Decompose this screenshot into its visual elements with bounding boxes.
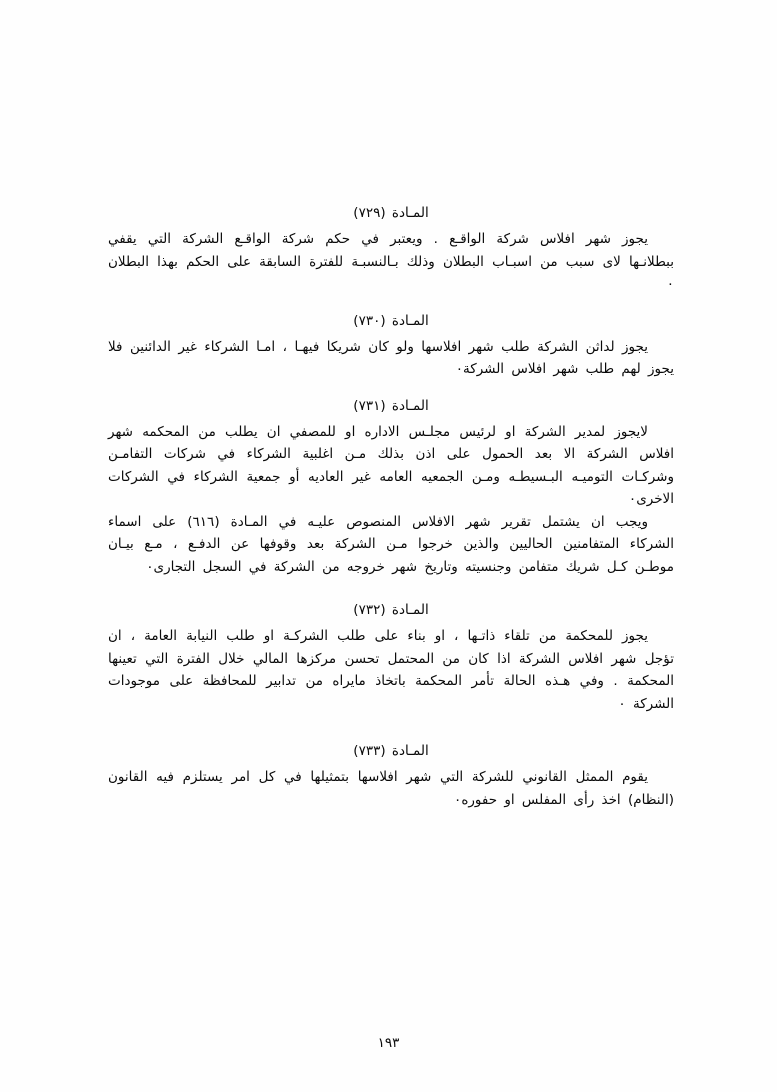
article-731 [108, 398, 674, 579]
article-paragraph: يجوز للمحكمة من تلقاء ذاتـها ، او بناء على طلب الشركـة او طلب النيابة العامة ، ان تؤجل شهر افلاس الشركة اذا كان من المحتمل تحسن مركزها المالي خلال الفترة التي تعينها المحكمة . وفي هـذه الحالة تأمر المحكمة باتخاذ مايراه من تدابير للمحافظة على موجودات الشركة ٠ [108, 628, 674, 712]
article-heading: المـادة (٧٣٢) [353, 602, 429, 618]
article-733 [108, 743, 674, 811]
article-paragraph: يقوم الممثل القانوني للشركة التي شهر افلاسها بتمثيلها في كل امر يستلزم فيه القانون (النظام) اخذ رأى المفلس او حفوره٠ [108, 769, 674, 808]
article-732 [108, 602, 674, 715]
article-paragraph: يجوز لداثن الشركة طلب شهر افلاسها ولو كان شريكا فيهـا ، امـا الشركاء غير الدائنين فلا يجوز لهم طلب شهر افلاس الشركة٠ [108, 338, 674, 377]
page-number: ١٩٣ [377, 1035, 400, 1051]
article-paragraph: لايجوز لمدير الشركة او لرئيس مجلـس الاداره او للمصفي ان يطلب من المحكمه شهر افلاس الشركة الا بعد الحمول على اذن بذلك مـن اغلبية الشركاء في شركات التفامـن وشركـات التوميـه البـسيطـه ومـن الجمعيه العامه غير العاديه أو جمعية الشركاء في الشركات الاخرى٠ [108, 423, 674, 507]
article-paragraph: يجوز شهر افلاس شركة الواقـع . ويعتبر في حكم شركة الواقـع الشركة التي يقفي ببطلانـها لاى سبب من اسبـاب البطلان وذلك بـالنسبـة للفترة السابقة على الحكم بهذا البطلان ٠ [108, 231, 674, 292]
article-heading: المـادة (٧٣١) [353, 397, 429, 414]
article-heading: المـادة (٧٣٠) [353, 312, 429, 329]
article-paragraph: ويجب ان يشتمل تقرير شهر الافلاس المنصوص عليـه في المـادة (٦١٦) على اسماء الشركاء المتفامنين الحاليين والذين خرجوا مـن الشركة بعد وقوفها عن الدفـع ، مـع بيـان موطـن كـل شريك متفامن وجنسيته وتاريخ شهر خروجه من الشركة في السجل التجارى٠ [108, 513, 674, 575]
page-content [108, 205, 674, 828]
article-729 [108, 205, 674, 296]
article-heading: المـادة (٧٢٩) [353, 205, 429, 221]
article-heading: المـادة (٧٣٣) [353, 743, 429, 759]
article-730 [108, 313, 674, 381]
